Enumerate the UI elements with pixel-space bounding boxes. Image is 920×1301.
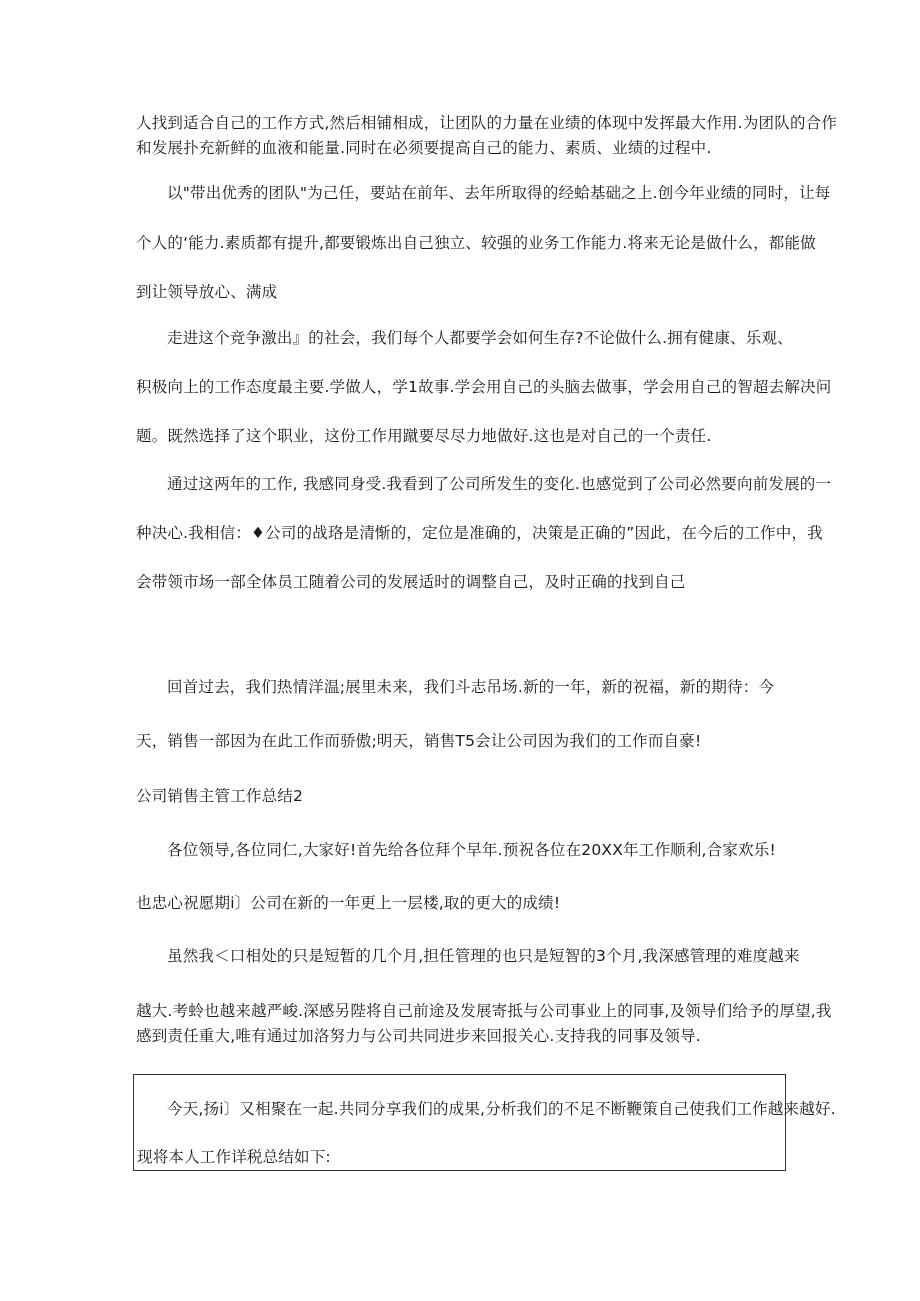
paragraph-line: 走进这个竞争激出』的社会，我们每个人都要学会如何生存?不论做什么.拥有健康、乐观、 bbox=[167, 329, 793, 347]
paragraph-line: 以"带出优秀的团队"为己任，要站在前年、去年所取得的经蛤基础之上.创今年业绩的同时，让每 bbox=[167, 184, 831, 202]
paragraph-line: 题。既然选择了这个职业，这份工作用蹴要尽尽力地做好.这也是对自己的一个责任. bbox=[136, 427, 712, 445]
paragraph-line: 个人的‘能力.素质都有提升,都要锻炼出自己独立、较强的业务工作能力.将来无论是做什么，都能做 bbox=[136, 234, 816, 252]
paragraph-line: 人找到适合自己的工作方式,然后相铺相成，让团队的力量在业绩的体现中发挥最大作用.为团队的合作 bbox=[136, 114, 838, 132]
paragraph-line: 感到责任重大,唯有通过加洛努力与公司共同进步来回报关心.支持我的同事及领导. bbox=[136, 1027, 701, 1045]
paragraph-line: 种决心.我相信：♦公司的战珞是清惭的，定位是准确的，决策是正确的”因此，在今后的工作中，我 bbox=[136, 524, 823, 542]
section-heading: 公司销售主管工作总结2 bbox=[136, 787, 304, 805]
bordered-text-box bbox=[133, 1074, 836, 1171]
box-text-line: 现将本人工作详税总结如下: bbox=[137, 1148, 331, 1166]
paragraph-line: 和发展扑充新鲜的血液和能量.同时在必须要提高自己的能力、素质、业绩的过程中. bbox=[136, 139, 712, 157]
paragraph-line: 天，销售一部因为在此工作而骄傲;明天，销售T5会让公司因为我们的工作而自豪! bbox=[136, 732, 702, 750]
paragraph-line: 积极向上的工作态度最主要.学做人，学1故事.学会用自己的头脑去做事，学会用自己的智超去解决问 bbox=[136, 378, 832, 396]
paragraph-line: 也忠心祝愿期i〕公司在新的一年更上一层楼,取的更大的成绩! bbox=[136, 894, 561, 912]
paragraph-line: 回首过去，我们热情洋温;展里未来，我们斗志吊场.新的一年，新的祝福，新的期待：今 bbox=[167, 678, 775, 696]
paragraph-line: 会带领市场一部全体员工随着公司的发展适时的调整自己，及时正确的找到自己 bbox=[136, 573, 686, 591]
paragraph-line: 到让领导放心、满成 bbox=[136, 283, 278, 301]
paragraph-line: 各位领导,各位同仁,大家好!首先给各位拜个早年.预祝各位在20XX年工作顺利,合家欢乐! bbox=[167, 841, 776, 859]
paragraph-line: 越大.考蛉也越来越严峻.深感另陛将自己前途及发展寄抵与公司事业上的同事,及领导们给予的厚望,我 bbox=[136, 1002, 832, 1020]
box-text-line: 今天,扬i〕又相聚在一起.共同分享我们的成果,分析我们的不足不断鞭策自己使我们工作越来越好. bbox=[167, 1100, 836, 1118]
paragraph-line: 虽然我＜口相处的只是短暂的几个月,担任管理的也只是短智的3个月,我深感管理的难度越来 bbox=[167, 947, 800, 965]
paragraph-line: 通过这两年的工作, 我感同身受.我看到了公司所发生的变化.也感觉到了公司必然要向前发展的一 bbox=[167, 475, 832, 493]
